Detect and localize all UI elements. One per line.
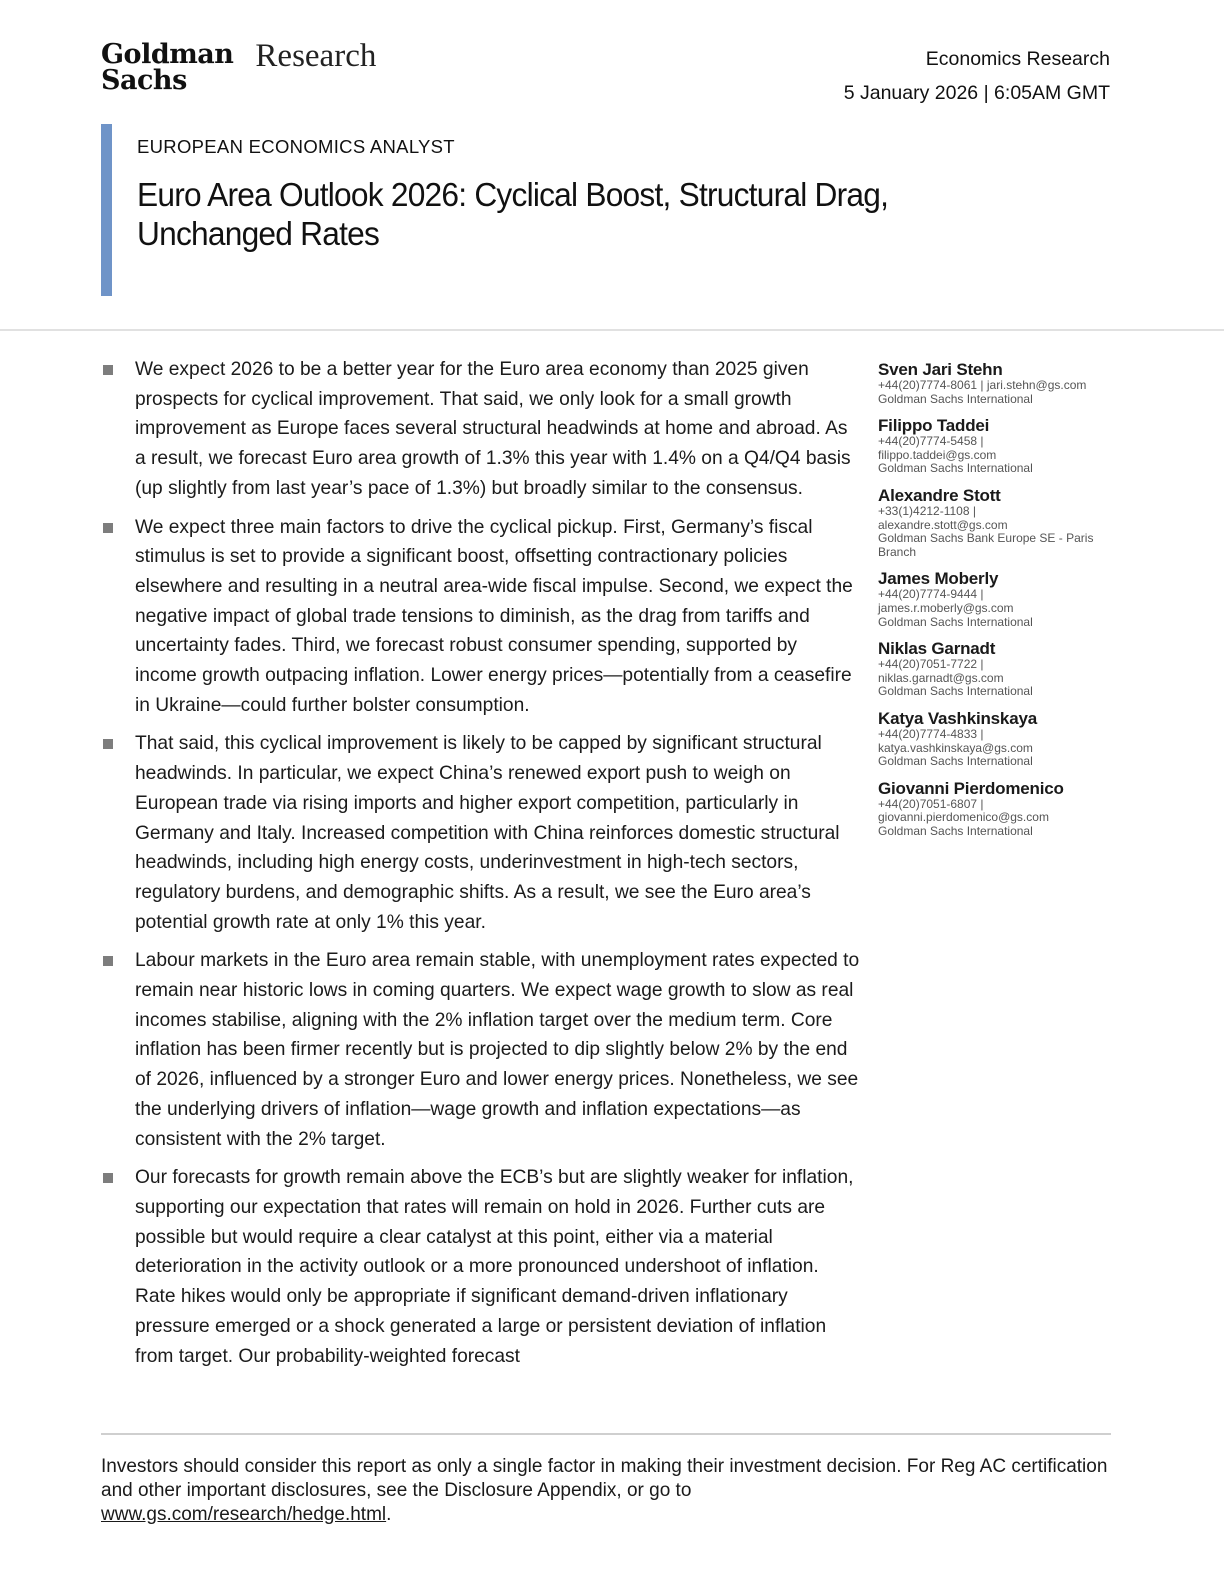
- author-contact-line: Goldman Sachs International: [878, 391, 1033, 406]
- author-contact-line: alexandre.stott@gs.com: [878, 517, 1008, 532]
- author-block: [878, 639, 1118, 699]
- author-contact-line: giovanni.pierdomenico@gs.com: [878, 810, 1049, 825]
- header-divider: [0, 329, 1224, 331]
- authors-panel: [878, 360, 1118, 848]
- series-label: EUROPEAN ECONOMICS ANALYST: [137, 136, 455, 157]
- bullet-text: Labour markets in the Euro area remain stable, with unemployment rates expected to remain near historic lows in coming quarters. We expect wage growth to slow as real incomes stabilise, aligning with the 2% inflation target over the medium term. Core inflation has been firmer recently but is projected to dip slightly below 2% by the end of 2026, influenced by a stronger Euro and lower energy prices. Nonetheless, we see the underlying drivers of inflation—wage growth and inflation expectations—as consistent with the 2% target.: [135, 950, 860, 1150]
- author-block: [878, 779, 1118, 839]
- author-block: [878, 486, 1118, 559]
- disclaimer-trailing: .: [386, 1504, 392, 1525]
- author-contact-line: james.r.moberly@gs.com: [878, 600, 1014, 615]
- author-contact-line: Branch: [878, 544, 917, 559]
- summary-bullets: [101, 355, 861, 1380]
- author-block: [878, 569, 1118, 629]
- author-contact-line: Goldman Sachs International: [878, 823, 1033, 838]
- author-name: Sven Jari Stehn: [878, 360, 1003, 379]
- author-contact-line: Goldman Sachs International: [878, 684, 1033, 699]
- author-contact-line: filippo.taddei@gs.com: [878, 447, 997, 462]
- author-contact-line: +44(20)7774-4833 |: [878, 726, 984, 741]
- author-contact-line: Goldman Sachs International: [878, 754, 1033, 769]
- author-contact-line: katya.vashkinskaya@gs.com: [878, 740, 1033, 755]
- author-contact-line: niklas.garnadt@gs.com: [878, 670, 1004, 685]
- report-date: 5 January 2026 | 6:05AM GMT: [843, 82, 1110, 104]
- bullet-item: [101, 1163, 861, 1371]
- author-contact-line: +44(20)7051-6807 |: [878, 796, 984, 811]
- bullet-text: We expect 2026 to be a better year for the Euro area economy than 2025 given prospects for cyclical improvement. That said, we only look for a small growth improvement as Europe faces several structural headwinds at home and abroad. As a result, we forecast Euro area growth of 1.3% this year with 1.4% on a Q4/Q4 basis (up slightly from last year’s pace of 1.3%) but broadly similar to the consensus.: [135, 359, 851, 499]
- author-contact-line: +44(20)7774-8061 | jari.stehn@gs.com: [878, 378, 1087, 392]
- bullet-text: That said, this cyclical improvement is likely to be capped by significant structural headwinds. In particular, we expect China’s renewed export push to weigh on European trade via rising imports and higher export competition, particularly in Germany and Italy. Increased competition with China reinforces domestic structural headwinds, including high energy costs, underinvestment in high-tech sectors, regulatory burdens, and demographic shifts. As a result, we see the Euro area’s potential growth rate at only 1% this year.: [135, 733, 840, 933]
- bullet-text: We expect three main factors to drive the cyclical pickup. First, Germany’s fiscal stimulus is set to provide a significant boost, offsetting contractionary policies elsewhere and resulting in a neutral area-wide fiscal impulse. Second, we expect the negative impact of global trade tensions to diminish, as the drag from tariffs and uncertainty fades. Third, we forecast robust consumer spending, supported by income growth outpacing inflation. Lower energy prices—potentially from a ceasefire in Ukraine—could further bolster consumption.: [135, 516, 853, 716]
- disclosure-link[interactable]: www.gs.com/research/hedge.html: [101, 1504, 387, 1525]
- bullet-square-icon: [103, 1173, 113, 1183]
- bullet-item: [101, 355, 861, 504]
- author-name: Niklas Garnadt: [878, 639, 996, 659]
- brand-line-2: Sachs: [101, 65, 187, 96]
- author-name: Filippo Taddei: [878, 416, 990, 436]
- author-contact-line: +44(20)7774-9444 |: [878, 587, 984, 602]
- author-name: James Moberly: [878, 569, 999, 589]
- author-contact-line: +44(20)7774-5458 |: [878, 434, 984, 449]
- author-block: [878, 416, 1118, 476]
- goldman-sachs-logo: [101, 38, 377, 96]
- author-name: Katya Vashkinskaya: [878, 708, 1037, 728]
- report-category: Economics Research: [925, 48, 1110, 70]
- report-title: Euro Area Outlook 2026: Cyclical Boost, Structural Drag, Unchanged Rates: [137, 176, 889, 252]
- author-block: [878, 360, 1118, 406]
- title-accent-bar: [101, 124, 112, 296]
- brand-line-1: Goldman: [101, 39, 234, 70]
- bullet-text: Our forecasts for growth remain above the ECB’s but are slightly weaker for inflation, supporting our expectation that rates will remain on hold in 2026. Further cuts are possible but would require a clear catalyst at this point, either via a material deterioration in the activity outlook or a more pronounced undershoot of inflation. Rate hikes would only be appropriate if significant demand-driven inflationary pressure emerged or a shock generated a large or persistent deviation of inflation from target. Our probability-weighted forecast: [135, 1167, 854, 1367]
- bullet-item: [101, 946, 861, 1154]
- author-contact-line: +33(1)4212-1108 |: [878, 503, 976, 518]
- author-contact-line: +44(20)7051-7722 |: [878, 657, 984, 672]
- author-block: [878, 709, 1118, 769]
- author-name: Alexandre Stott: [878, 485, 1001, 505]
- disclaimer: [101, 1455, 1111, 1527]
- brand-research: Research: [255, 38, 377, 74]
- bullet-square-icon: [103, 956, 113, 966]
- author-contact-line: Goldman Sachs Bank Europe SE - Paris: [878, 531, 1094, 546]
- bullet-square-icon: [103, 523, 113, 533]
- footer-divider: [101, 1433, 1111, 1435]
- author-contact-line: Goldman Sachs International: [878, 614, 1033, 629]
- author-name: Giovanni Pierdomenico: [878, 778, 1064, 798]
- header-meta: [844, 42, 1110, 110]
- bullet-square-icon: [103, 739, 113, 749]
- bullet-square-icon: [103, 365, 113, 375]
- brand-wordmark: [101, 39, 234, 96]
- author-contact-line: Goldman Sachs International: [878, 461, 1033, 476]
- bullet-item: [101, 513, 861, 721]
- disclaimer-text: Investors should consider this report as only a single factor in making their investment decision. For Reg AC certification and other important disclosures, see the Disclosure Appendix, or go to: [101, 1456, 1108, 1501]
- bullet-item: [101, 729, 861, 937]
